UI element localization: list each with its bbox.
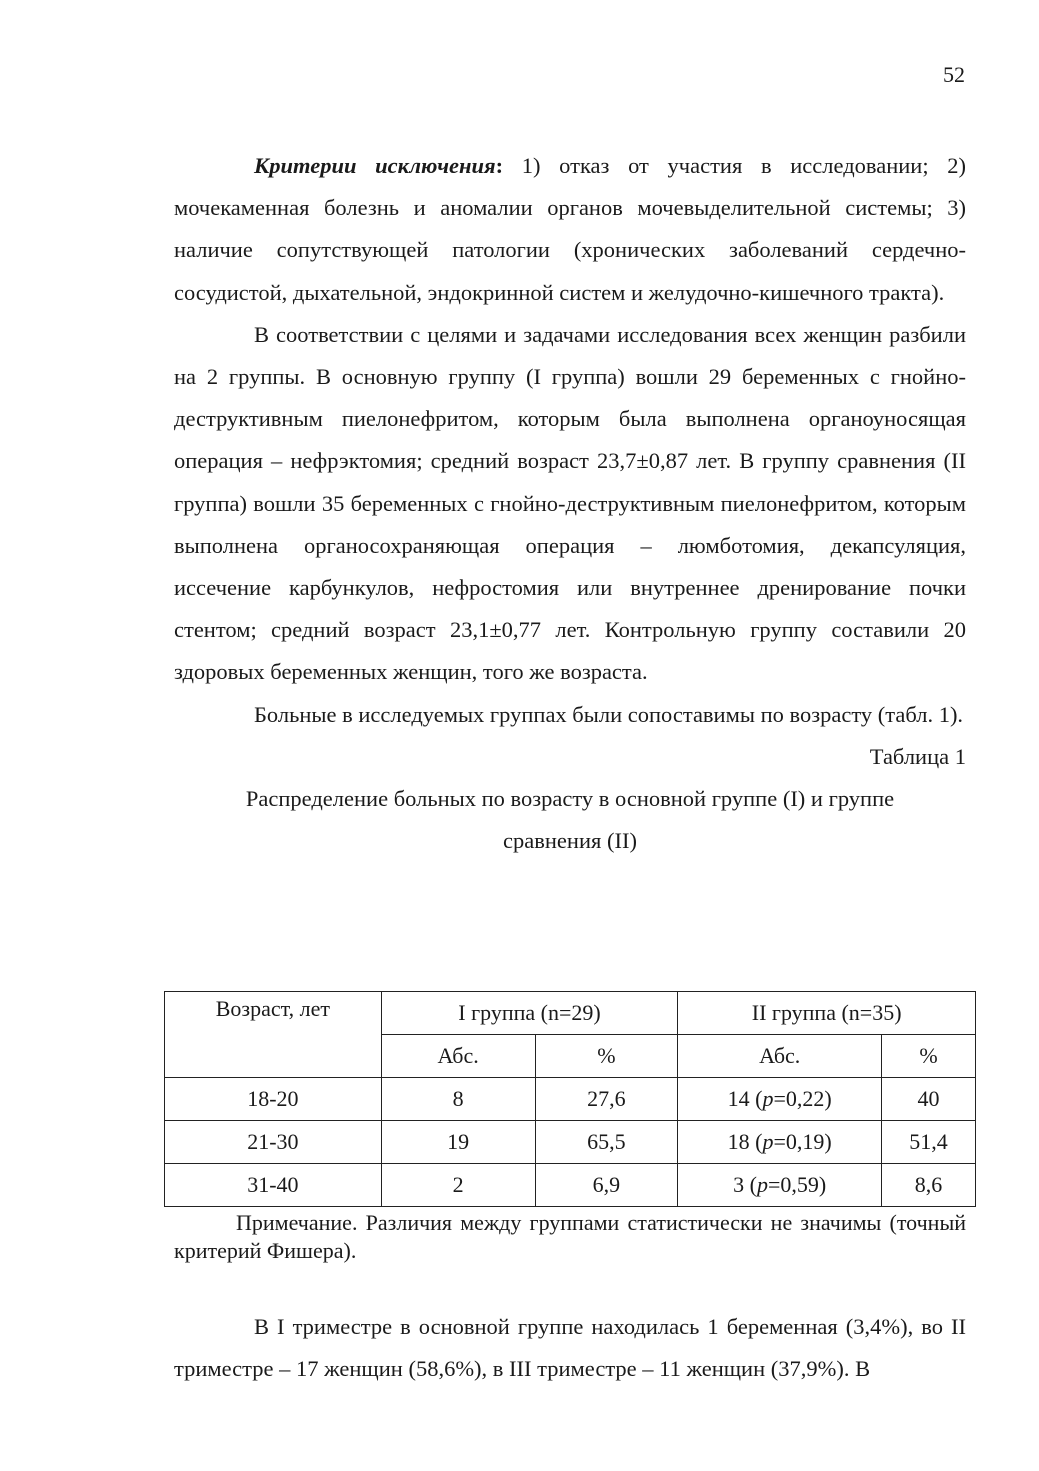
body-text-bottom [174,1209,966,1390]
table-label: Таблица 1 [869,743,966,769]
group2-pct-cell: 8,6 [882,1164,976,1207]
page-number: 52 [943,62,965,87]
exclusion-criteria-text: 1) отказ от участия в исследовании; 2) мочекаменная болезнь и аномалии органов мочевыделительной системы; 3) наличие сопутствующей патологии (хронических заболеваний сердечно-сосудистой, дыхательной, эндокринной систем и желудочно-кишечного тракта). [174,153,966,305]
table-note: Примечание. Различия между группами статистически не значимы (точный критерий Фишера). [174,1210,966,1263]
p-value: =0,19 [773,1129,825,1154]
table-header-row [165,992,976,1035]
table-row [165,1078,976,1121]
header-group1-abs: Абс. [381,1035,535,1078]
group1-abs-cell: 8 [381,1078,535,1121]
header-group2: II группа (n=35) [678,992,976,1035]
header-group2-abs: Абс. [678,1035,882,1078]
age-cell: 31-40 [165,1164,382,1207]
group2-abs-cell: 3 (p=0,59) [678,1164,882,1207]
exclusion-criteria-paragraph [174,145,966,314]
header-group1-pct: % [535,1035,678,1078]
exclusion-criteria-colon: : [495,153,504,178]
group2-pct-cell: 40 [882,1078,976,1121]
age-distribution-table [164,991,976,1207]
table-title-line1: Распределение больных по возрасту в основной группе (I) и группе [245,785,895,811]
table-row [165,1164,976,1207]
p-value: =0,22 [773,1086,825,1111]
body-text-top [174,145,966,862]
table-row [165,1121,976,1164]
groups-paragraph: В соответствии с целями и задачами исследования всех женщин разбили на 2 группы. В основную группу (I группа) вошли 29 беременных с гнойно-деструктивным пиелонефритом, которым была выполнена органоуносящая операция – нефрэктомия; средний возраст 23,7±0,87 лет. В группу сравнения (II группа) вошли 35 беременных с гнойно-деструктивным пиелонефритом, которым выполнена органосохраняющая операция – люмботомия, декапсуляция, иссечение карбункулов, нефростомия или внутреннее дренирование почки стентом; средний возраст 23,1±0,77 лет. Контрольную группу составили 20 здоровых беременных женщин, того же возраста. [174,321,966,685]
group2-abs-value: 18 [727,1129,750,1154]
header-group1: I группа (n=29) [381,992,678,1035]
header-group2-pct: % [882,1035,976,1078]
group1-abs-cell: 19 [381,1121,535,1164]
group2-abs-value: 14 [727,1086,750,1111]
group1-pct-cell: 65,5 [535,1121,678,1164]
group1-pct-cell: 6,9 [535,1164,678,1207]
group1-pct-cell: 27,6 [535,1078,678,1121]
p-symbol: p [762,1129,774,1154]
header-age: Возраст, лет [165,992,382,1078]
group2-abs-cell: 18 (p=0,19) [678,1121,882,1164]
group2-pct-cell: 51,4 [882,1121,976,1164]
group2-abs-value: 3 [733,1172,745,1197]
trimester-paragraph: В I триместре в основной группе находилась 1 беременная (3,4%), во II триместре – 17 женщин (58,6%), в III триместре – 11 женщин (37,9%). В [174,1314,966,1382]
group2-abs-cell: 14 (p=0,22) [678,1078,882,1121]
exclusion-criteria-label: Критерии исключения [254,153,496,178]
group1-abs-cell: 2 [381,1164,535,1207]
table-title-line2: сравнения (II) [503,827,637,853]
age-cell: 21-30 [165,1121,382,1164]
age-cell: 18-20 [165,1078,382,1121]
p-symbol: p [762,1086,774,1111]
p-symbol: p [756,1172,768,1197]
comparison-paragraph: Больные в исследуемых группах были сопоставимы по возрасту (табл. 1). [254,701,964,727]
p-value: =0,59 [767,1172,819,1197]
